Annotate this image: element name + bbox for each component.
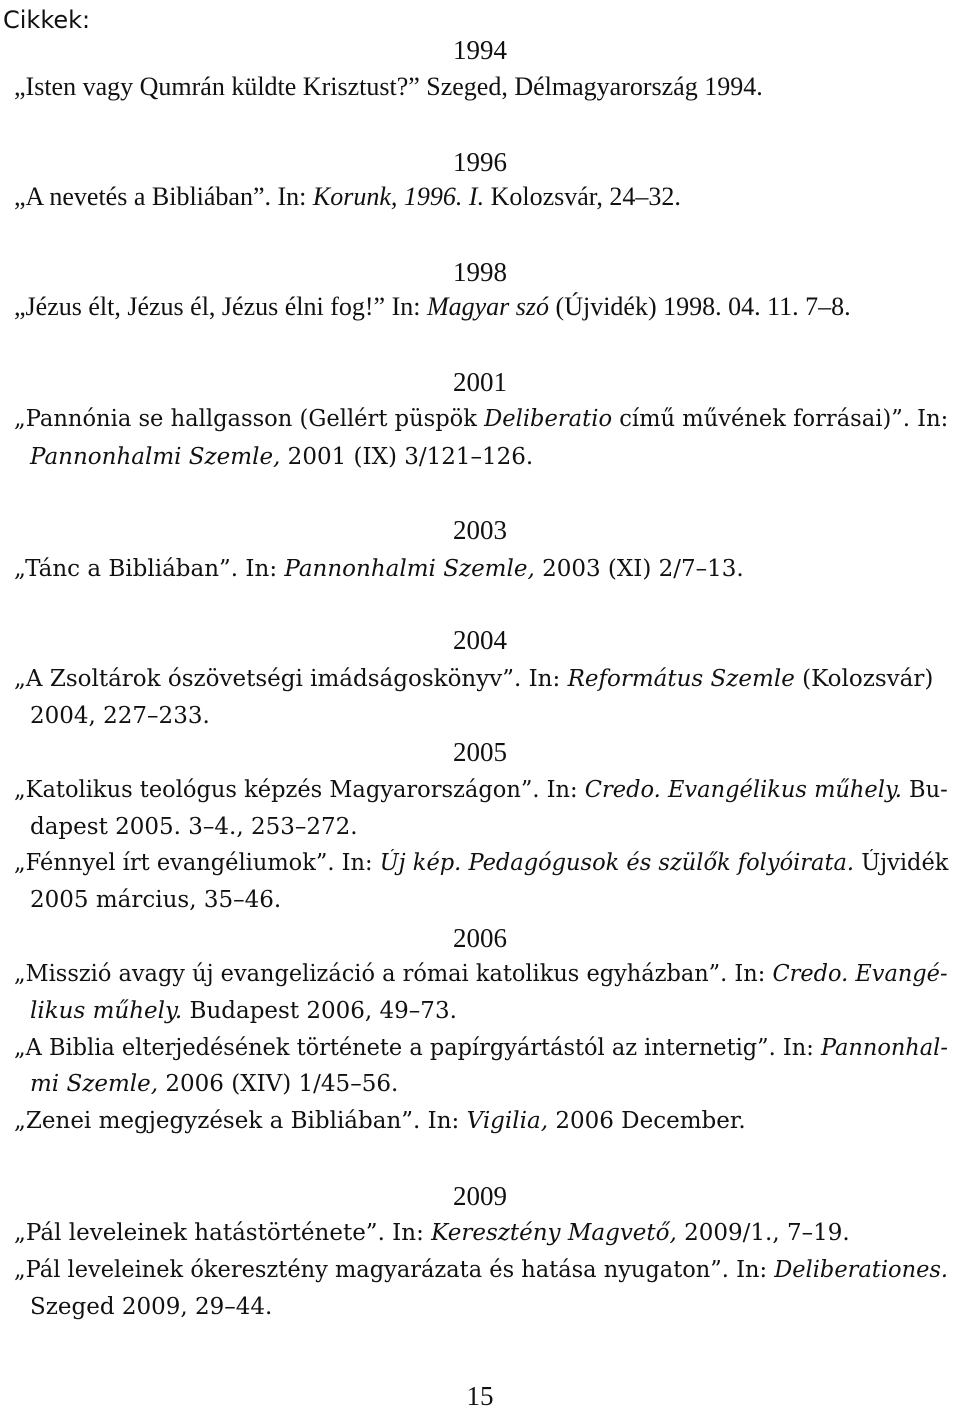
citation-line — [14, 773, 948, 807]
citation-line — [14, 846, 948, 880]
citation-line — [30, 883, 281, 917]
citation-line — [30, 810, 358, 844]
citation-title-italic: Credo. Evangé- — [772, 961, 948, 987]
citation-text: (Kolozsvár) — [794, 666, 934, 692]
citation-line — [14, 1104, 746, 1138]
citation-text: „Misszió avagy új evangelizáció a római katolikus egyházban”. In: — [14, 961, 773, 987]
citation-line — [14, 662, 933, 696]
citation-text: Kolozsvár, 24–32. — [484, 182, 681, 211]
year-heading: 2001 — [453, 367, 507, 397]
citation-text: című művének forrásai)”. In: — [612, 406, 949, 432]
citation-line — [14, 290, 851, 324]
citation-text: 2006 (XIV) 1/45–56. — [158, 1071, 399, 1097]
year-heading: 1994 — [453, 35, 507, 65]
citation-text: (Újvidék) 1998. 04. 11. 7–8. — [549, 292, 851, 321]
citation-title-italic: Deliberatio — [484, 406, 613, 432]
citation-text: dapest 2005. 3–4., 253–272. — [30, 814, 358, 840]
citation-line — [30, 994, 457, 1028]
citation-title-italic: mi Szemle, — [30, 1071, 159, 1097]
citation-line — [14, 1253, 948, 1287]
citation-line — [14, 70, 763, 104]
citation-title-italic: Keresztény Magvető, — [431, 1220, 677, 1246]
citation-text: „Fénnyel írt evangéliumok”. In: — [14, 850, 380, 876]
citation-text: „Pál leveleinek ókeresztény magyarázata és hatása nyugaton”. In: — [14, 1257, 775, 1283]
citation-text: „Pannónia se hallgasson (Gellért püspök — [14, 406, 485, 432]
citation-line — [14, 180, 681, 214]
citation-text: 2009/1., 7–19. — [676, 1220, 850, 1246]
citation-title-italic: Új kép. Pedagógusok és szülők folyóirata. — [379, 850, 855, 876]
citation-text: 2001 (IX) 3/121–126. — [280, 444, 534, 470]
citation-title-italic: Vigilia, — [466, 1108, 549, 1134]
year-heading: 2005 — [453, 737, 507, 767]
citation-title-italic: Pannonhal- — [820, 1035, 948, 1061]
citation-text: „A nevetés a Bibliában”. In: — [14, 182, 313, 211]
citation-line — [30, 1067, 398, 1101]
citation-line — [30, 1290, 272, 1324]
citation-line — [14, 402, 948, 436]
citation-text: 2006 December. — [548, 1108, 746, 1134]
citation-text: „Tánc a Bibliában”. In: — [14, 556, 285, 582]
page-number: 15 — [466, 1381, 494, 1411]
citation-text: 2005 március, 35–46. — [30, 887, 282, 913]
citation-line — [30, 440, 533, 474]
citation-text: „Pál leveleinek hatástörténete”. In: — [14, 1220, 432, 1246]
section-heading: Cikkek: — [3, 6, 91, 34]
year-heading: 1998 — [453, 257, 507, 287]
citation-title-italic: Credo. Evangélikus műhely. — [584, 777, 902, 803]
citation-title-italic: likus műhely. — [30, 998, 183, 1024]
year-heading: 2004 — [453, 625, 507, 655]
citation-line — [14, 957, 948, 991]
citation-text: „Zenei megjegyzések a Bibliában”. In: — [14, 1108, 467, 1134]
citation-title-italic: Református Szemle — [567, 666, 795, 692]
citation-title-italic: Magyar szó — [426, 292, 550, 321]
citation-text: „A Zsoltárok ószövetségi imádságoskönyv”. In: — [14, 666, 568, 692]
citation-text: „Jézus élt, Jézus él, Jézus élni fog!” In: — [14, 292, 427, 321]
year-heading: 2003 — [453, 515, 507, 545]
citation-title-italic: Deliberationes. — [774, 1257, 949, 1283]
citation-text: 2004, 227–233. — [30, 703, 210, 729]
year-heading: 2009 — [453, 1181, 507, 1211]
citation-title-italic: Korunk, 1996. I. — [312, 182, 485, 211]
citation-text: „Isten vagy Qumrán küldte Krisztust?” Szeged, Délmagyarország 1994. — [14, 72, 763, 101]
citation-text: Újvidék — [854, 850, 949, 876]
year-heading: 2006 — [453, 923, 507, 953]
citation-text: Bu- — [901, 777, 948, 803]
citation-text: Szeged 2009, 29–44. — [30, 1294, 273, 1320]
citation-text: „Katolikus teológus képzés Magyarországon”. In: — [14, 777, 585, 803]
citation-line — [30, 699, 210, 733]
year-heading: 1996 — [453, 147, 507, 177]
citation-line — [14, 1031, 948, 1065]
citation-title-italic: Pannonhalmi Szemle, — [284, 556, 535, 582]
citation-title-italic: Pannonhalmi Szemle, — [30, 444, 281, 470]
citation-text: 2003 (XI) 2/7–13. — [534, 556, 744, 582]
citation-line — [14, 552, 744, 586]
citation-text: Budapest 2006, 49–73. — [182, 998, 457, 1024]
citation-text: „A Biblia elterjedésének története a papírgyártástól az internetig”. In: — [14, 1035, 821, 1061]
citation-line — [14, 1216, 850, 1250]
